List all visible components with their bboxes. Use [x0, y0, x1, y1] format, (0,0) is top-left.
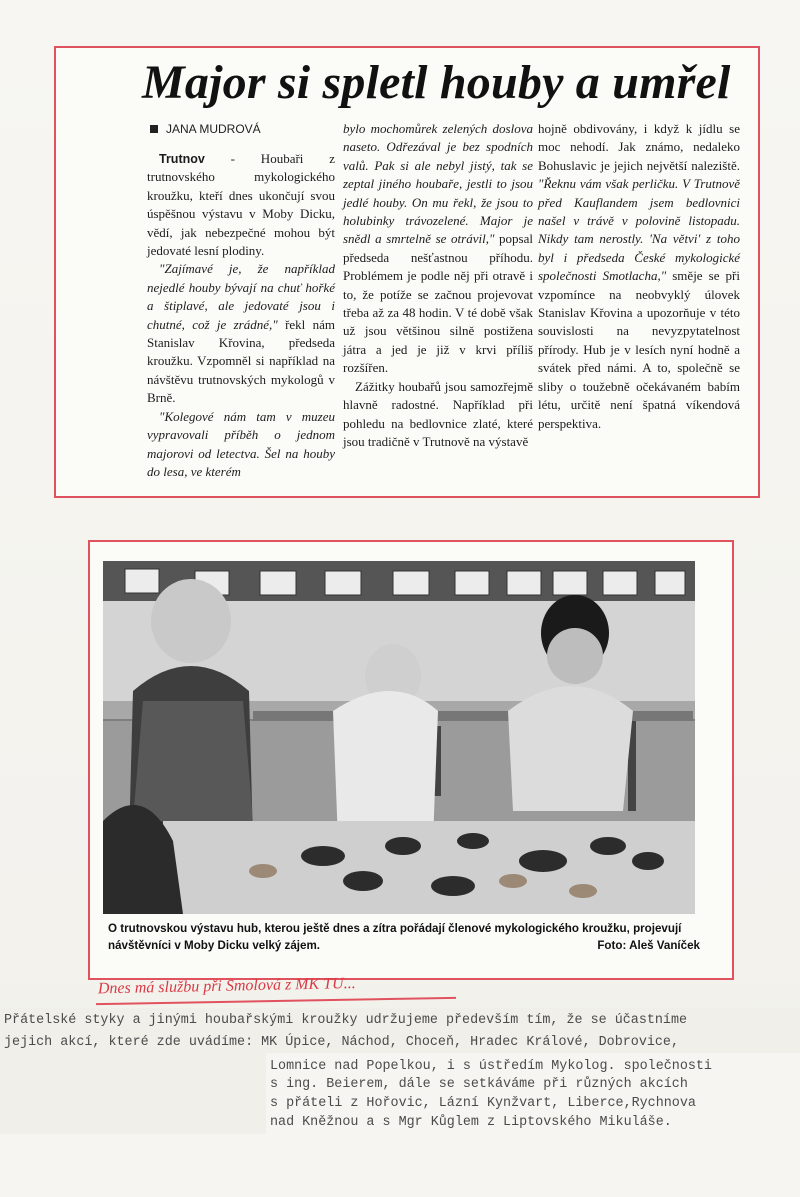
col3-paragraph-1: hojně obdivovány, i když k jídlu se moc nehodí. Jak známo, nedaleko Bohuslavic je jejich největší naleziště. [538, 121, 740, 173]
byline [150, 120, 340, 138]
col2-paragraph-2: Zážitky houbařů jsou samozřejmě hlavně radostné. Například při pohledu na bedlovnice zlaté, které jsou tradičně v Trutnově na výstavě [343, 378, 533, 449]
col1-paragraph-1: - Houbaři z trutnovského mykologického kroužku, kteří dnes ukončují svou úspěšnou výstavu v Moby Dicku, vědí, jak nebezpečné mohou být jedovaté lesní plodiny. [147, 151, 335, 259]
photo-caption [108, 920, 708, 970]
dateline: Trutnov [159, 152, 205, 166]
caption-line-1: O trutnovskou výstavu hub, kterou ještě dnes a zítra pořádají členové mykologického kroužku, projevují [108, 922, 682, 935]
article-column-3 [538, 120, 740, 470]
col1-quote-1: "Zajímavé je, že například nejedlé houby bývají na chuť hořké a štiplavé, ale jedovaté jsou i chutné, což je zrádné," [147, 261, 335, 332]
typewritten-note [0, 1008, 800, 1134]
typed-line-4: s ing. Beierem, dále se setkáváme při různých akcích [270, 1077, 688, 1092]
article-headline: Major si spletl houby a umřel [142, 56, 731, 109]
typed-line-2: jejich akcí, které zde uvádíme: MK Úpice, Náchod, Choceň, Hradec Králové, Dobrovice, [4, 1035, 679, 1050]
exhibition-photo-illustration [103, 561, 695, 914]
exhibition-photo [103, 561, 695, 914]
article-column-2 [343, 120, 533, 480]
typed-line-1: Přátelské styky a jinými houbařskými kroužky udržujeme především tím, že se účastníme [4, 1013, 688, 1028]
col1-quote-2: "Kolegové nám tam v muzeu vypravovali příběh o jednom majorovi od letectva. Šel na houby do lesa, ve kterém [147, 408, 335, 479]
handwritten-note: Dnes má službu při Smolová z MK TU... [97, 975, 356, 998]
col3-quote: "Řeknu vám však perličku. V Trutnově před Kauflandem jsem bedlovnici našel v trávě v polovině listopadu. Nikdy tam nerostly. 'Na větvi' z toho byl i předseda České mykologické společnosti Smotlacha," [538, 176, 740, 284]
col1-paragraph-2: řekl nám Stanislav Křovina, předseda kroužku. Vzpomněl si například na návštěvu trutnovských mykologů v Brně. [147, 316, 336, 406]
col2-quote: bylo mochomůrek zelených doslova naseto. Odřezával je bez spodních valů. Pak si ale nebyl jistý, tak se zeptal jiného houbaře, jestli to jsou jedlé houby. On mu řekl, že jsou to holubinky trávozelené. Major je snědl a smrtelně se otrávil," [343, 121, 533, 247]
square-bullet-icon [150, 125, 158, 133]
col2-paragraph-1: popsal předseda nešťastnou příhodu. Problémem je podle něj při otravě i to, že potíže se začnou projevovat třeba až za 48 hodin. V té době však už jsou většinou silně postižena játra a jed je již v krvi příliš rozšířen. [343, 231, 533, 376]
col3-paragraph-2: směje se při vzpomínce na neobvyklý úlovek Stanislav Křovina a upozorňuje v této souvislosti na nevyzpytatelnost přírody. Hub je v lesích nyní hodně a svátek před námi. A to, společně se sliby o toužebně očekávaném babím létu, určitě není špatná víkendová perspektiva. [538, 268, 740, 431]
byline-author: JANA MUDROVÁ [166, 122, 261, 136]
typed-line-6: nad Kněžnou a s Mgr Kůglem z Liptovského Mikuláše. [270, 1115, 672, 1130]
article-column-1 [147, 150, 336, 479]
caption-line-2: návštěvníci v Moby Dicku velký zájem. [108, 939, 321, 952]
typed-line-5: s přáteli z Hořovic, Lázní Kynžvart, Liberce,Rychnova [270, 1096, 696, 1111]
photo-credit: Foto: Aleš Vaníček [597, 939, 700, 952]
typed-line-3: Lomnice nad Popelkou, i s ústředím Mykolog. společnosti [270, 1059, 712, 1074]
